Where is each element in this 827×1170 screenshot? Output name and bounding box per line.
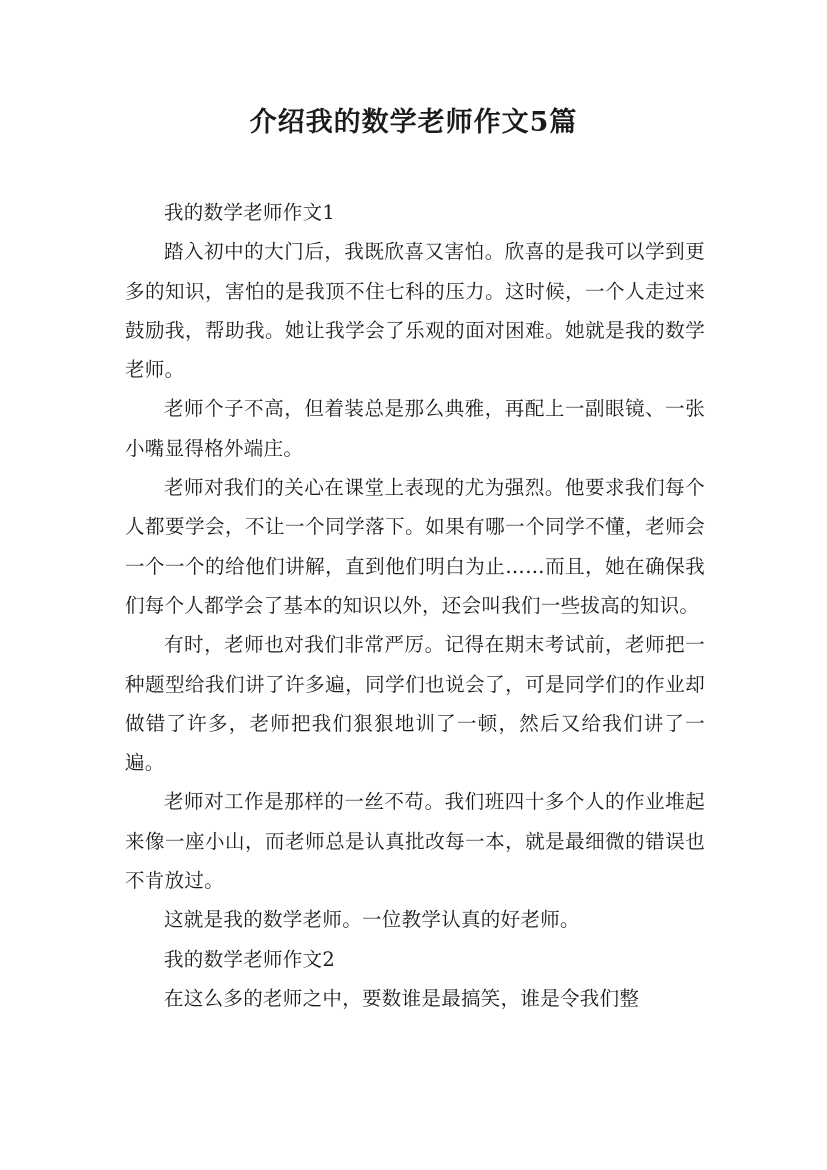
paragraph: 老师对我们的关心在课堂上表现的尤为强烈。他要求我们每个人都要学会，不让一个同学落下。如果有哪一个同学不懂，老师会一个一个的给他们讲解，直到他们明白为止……而且，她在确保我们每个人都学会了基本的知识以外，还会叫我们一些拔高的知识。	[125, 476, 705, 617]
document-body	[125, 193, 705, 1018]
document-title: 介绍我的数学老师作文5篇	[249, 107, 578, 138]
section-heading-1: 我的数学老师作文1	[164, 201, 336, 224]
paragraph: 老师个子不高，但着装总是那么典雅，再配上一副眼镜、一张小嘴显得格外端庄。	[125, 397, 705, 460]
section-heading-2: 我的数学老师作文2	[164, 947, 336, 971]
paragraph: 有时，老师也对我们非常严厉。记得在期末考试前，老师把一种题型给我们讲了许多遍，同学们也说会了，可是同学们的作业却做错了许多，老师把我们狠狠地训了一顿，然后又给我们讲了一遍。	[125, 633, 705, 775]
paragraph: 踏入初中的大门后，我既欣喜又害怕。欣喜的是我可以学到更多的知识，害怕的是我顶不住七科的压力。这时候，一个人走过来鼓励我，帮助我。她让我学会了乐观的面对困难。她就是我的数学老师。	[125, 240, 705, 382]
paragraph: 这就是我的数学老师。一位教学认真的好老师。	[164, 908, 580, 932]
paragraph: 在这么多的老师之中，要数谁是最搞笑，谁是令我们整	[164, 986, 640, 1010]
paragraph: 老师对工作是那样的一丝不苟。我们班四十多个人的作业堆起来像一座小山，而老师总是认真批改每一本，就是最细微的错误也不肯放过。	[125, 790, 705, 893]
